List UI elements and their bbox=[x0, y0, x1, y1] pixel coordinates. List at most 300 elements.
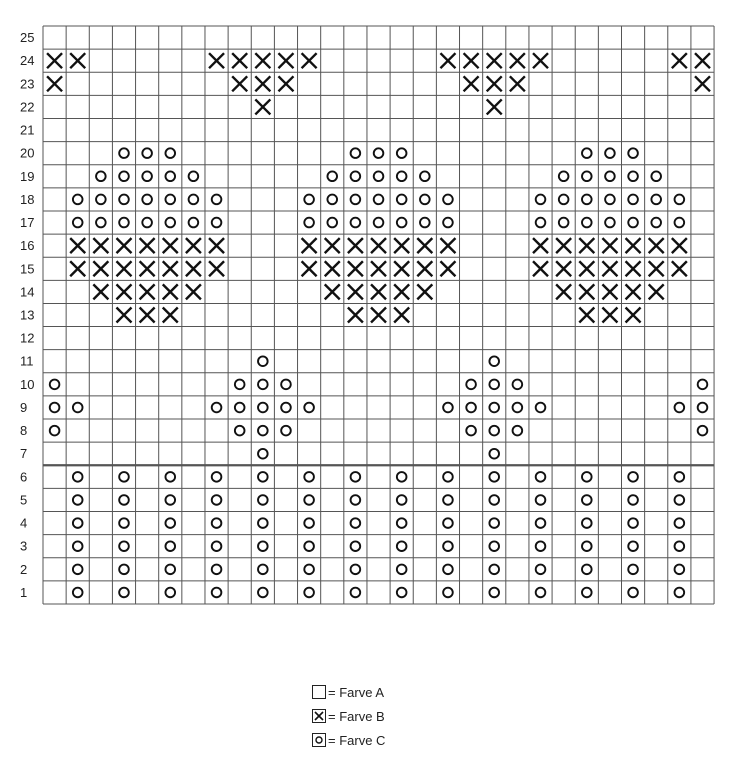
circle-mark bbox=[675, 565, 685, 575]
circle-mark bbox=[304, 541, 314, 551]
circle-mark bbox=[397, 541, 407, 551]
circle-mark bbox=[212, 518, 222, 528]
circle-mark bbox=[73, 472, 83, 482]
circle-mark bbox=[351, 541, 361, 551]
circle-mark bbox=[536, 195, 546, 205]
cross-mark bbox=[626, 284, 641, 299]
cross-mark bbox=[417, 261, 432, 276]
circle-mark bbox=[374, 195, 384, 205]
cross-mark bbox=[232, 76, 247, 91]
circle-mark bbox=[351, 171, 361, 181]
cross-mark bbox=[602, 308, 617, 323]
cross-mark bbox=[47, 53, 62, 68]
cross-mark bbox=[371, 238, 386, 253]
circle-mark bbox=[489, 518, 499, 528]
circle-mark bbox=[351, 518, 361, 528]
circle-mark bbox=[466, 426, 476, 436]
circle-mark bbox=[96, 195, 106, 205]
cross-mark bbox=[695, 53, 710, 68]
cross-mark bbox=[163, 284, 178, 299]
circle-mark bbox=[628, 518, 638, 528]
circle-mark bbox=[327, 218, 337, 228]
row-label: 1 bbox=[20, 584, 28, 600]
cross-mark bbox=[348, 261, 363, 276]
cross-mark bbox=[649, 238, 664, 253]
circle-mark bbox=[351, 588, 361, 598]
circle-mark bbox=[420, 218, 430, 228]
circle-mark bbox=[559, 218, 569, 228]
cross-mark bbox=[487, 76, 502, 91]
circle-mark bbox=[212, 495, 222, 505]
circle-mark bbox=[73, 403, 83, 413]
cross-mark bbox=[626, 261, 641, 276]
circle-mark bbox=[304, 403, 314, 413]
circle-mark bbox=[536, 403, 546, 413]
row-label: 24 bbox=[20, 53, 35, 69]
circle-mark bbox=[397, 565, 407, 575]
circle-mark bbox=[397, 148, 407, 158]
circle-mark bbox=[119, 541, 129, 551]
circle-mark bbox=[351, 495, 361, 505]
cross-mark bbox=[348, 238, 363, 253]
circle-mark bbox=[397, 195, 407, 205]
cross-mark bbox=[163, 261, 178, 276]
circle-mark bbox=[73, 565, 83, 575]
row-label: 10 bbox=[20, 376, 35, 392]
circle-mark bbox=[675, 588, 685, 598]
circle-mark bbox=[304, 495, 314, 505]
circle-mark bbox=[258, 403, 268, 413]
row-label: 11 bbox=[20, 353, 34, 369]
row-label: 4 bbox=[20, 515, 28, 531]
circle-mark bbox=[258, 356, 268, 366]
circle-mark bbox=[351, 195, 361, 205]
cross-mark bbox=[255, 99, 270, 114]
circle-mark bbox=[536, 495, 546, 505]
cross-mark bbox=[209, 53, 224, 68]
circle-mark bbox=[628, 472, 638, 482]
circle-mark bbox=[50, 380, 60, 390]
circle-mark bbox=[443, 403, 453, 413]
cross-mark bbox=[93, 238, 108, 253]
circle-mark bbox=[489, 472, 499, 482]
chart-marks bbox=[47, 53, 710, 597]
circle-mark bbox=[651, 218, 661, 228]
circle-mark bbox=[119, 218, 129, 228]
row-label: 8 bbox=[20, 423, 28, 439]
circle-mark bbox=[397, 171, 407, 181]
row-label: 3 bbox=[20, 538, 28, 554]
cross-mark bbox=[464, 76, 479, 91]
cross-mark bbox=[186, 238, 201, 253]
circle-mark bbox=[258, 588, 268, 598]
circle-mark bbox=[582, 171, 592, 181]
circle-mark bbox=[536, 472, 546, 482]
row-label: 7 bbox=[20, 446, 28, 462]
circle-mark bbox=[675, 518, 685, 528]
cross-mark bbox=[70, 261, 85, 276]
circle-mark bbox=[258, 449, 268, 459]
legend-item-farve-c bbox=[312, 728, 512, 752]
cross-mark bbox=[394, 261, 409, 276]
circle-mark bbox=[119, 565, 129, 575]
circle-mark bbox=[327, 195, 337, 205]
cross-mark bbox=[163, 308, 178, 323]
row-label: 22 bbox=[20, 99, 35, 115]
cross-mark bbox=[348, 308, 363, 323]
circle-mark bbox=[165, 495, 175, 505]
circle-mark bbox=[281, 403, 291, 413]
cross-mark bbox=[394, 284, 409, 299]
legend-label-farve-a: = Farve A bbox=[328, 684, 384, 700]
cross-mark bbox=[93, 261, 108, 276]
circle-mark bbox=[165, 565, 175, 575]
cross-mark bbox=[116, 238, 131, 253]
cross-mark bbox=[302, 261, 317, 276]
circle-mark bbox=[582, 565, 592, 575]
circle-mark bbox=[443, 195, 453, 205]
cross-mark bbox=[626, 238, 641, 253]
row-label: 25 bbox=[20, 30, 35, 46]
circle-mark bbox=[605, 171, 615, 181]
circle-mark bbox=[119, 171, 129, 181]
cross-mark bbox=[394, 308, 409, 323]
circle-mark bbox=[165, 588, 175, 598]
cross-mark bbox=[602, 284, 617, 299]
cross-mark bbox=[140, 308, 155, 323]
circle-mark bbox=[119, 495, 129, 505]
circle-mark bbox=[651, 195, 661, 205]
row-label: 16 bbox=[20, 238, 35, 254]
circle-mark bbox=[536, 541, 546, 551]
circle-mark bbox=[397, 495, 407, 505]
legend-label-farve-c: = Farve C bbox=[328, 732, 386, 748]
circle-mark bbox=[536, 588, 546, 598]
circle-mark bbox=[258, 565, 268, 575]
cross-mark bbox=[602, 261, 617, 276]
circle-mark bbox=[351, 472, 361, 482]
cross-mark bbox=[510, 53, 525, 68]
circle-mark bbox=[443, 588, 453, 598]
cross-mark bbox=[510, 76, 525, 91]
empty-square-icon bbox=[312, 685, 326, 699]
circle-mark bbox=[351, 218, 361, 228]
circle-mark bbox=[73, 195, 83, 205]
circle-square-icon bbox=[312, 733, 326, 747]
circle-mark bbox=[258, 518, 268, 528]
circle-mark bbox=[675, 472, 685, 482]
circle-mark bbox=[212, 541, 222, 551]
circle-mark bbox=[304, 218, 314, 228]
row-label: 15 bbox=[20, 261, 35, 277]
cross-mark bbox=[325, 284, 340, 299]
cross-mark bbox=[695, 76, 710, 91]
cross-mark bbox=[255, 53, 270, 68]
circle-mark bbox=[489, 588, 499, 598]
circle-mark bbox=[675, 403, 685, 413]
circle-mark bbox=[281, 426, 291, 436]
cross-mark bbox=[602, 238, 617, 253]
cross-mark bbox=[348, 284, 363, 299]
cross-mark bbox=[487, 99, 502, 114]
circle-mark bbox=[165, 171, 175, 181]
cross-mark bbox=[579, 308, 594, 323]
cross-mark bbox=[556, 284, 571, 299]
circle-mark bbox=[119, 195, 129, 205]
cross-mark bbox=[302, 238, 317, 253]
circle-mark bbox=[675, 495, 685, 505]
cross-mark bbox=[116, 284, 131, 299]
circle-mark bbox=[212, 565, 222, 575]
circle-mark bbox=[165, 148, 175, 158]
cross-mark bbox=[533, 53, 548, 68]
circle-mark bbox=[582, 541, 592, 551]
circle-mark bbox=[513, 426, 523, 436]
cross-mark bbox=[325, 238, 340, 253]
cross-mark bbox=[371, 261, 386, 276]
circle-mark bbox=[489, 426, 499, 436]
circle-mark bbox=[628, 495, 638, 505]
cross-mark bbox=[672, 53, 687, 68]
circle-mark bbox=[489, 449, 499, 459]
cross-mark bbox=[672, 238, 687, 253]
circle-mark bbox=[119, 148, 129, 158]
cross-mark bbox=[140, 261, 155, 276]
circle-mark bbox=[466, 403, 476, 413]
circle-mark bbox=[582, 472, 592, 482]
cross-mark bbox=[417, 238, 432, 253]
circle-mark bbox=[698, 426, 708, 436]
circle-mark bbox=[258, 380, 268, 390]
circle-mark bbox=[304, 195, 314, 205]
cross-mark bbox=[440, 261, 455, 276]
cross-mark bbox=[394, 238, 409, 253]
circle-mark bbox=[628, 541, 638, 551]
circle-mark bbox=[258, 541, 268, 551]
cross-mark bbox=[209, 238, 224, 253]
circle-mark bbox=[304, 518, 314, 528]
cross-mark bbox=[579, 284, 594, 299]
circle-mark bbox=[489, 356, 499, 366]
circle-mark bbox=[675, 218, 685, 228]
cross-mark bbox=[579, 261, 594, 276]
cross-mark bbox=[232, 53, 247, 68]
legend bbox=[312, 680, 512, 752]
row-label: 14 bbox=[20, 284, 35, 300]
circle-mark bbox=[582, 495, 592, 505]
circle-mark bbox=[628, 195, 638, 205]
circle-mark bbox=[559, 171, 569, 181]
circle-mark bbox=[235, 403, 245, 413]
cross-mark bbox=[533, 238, 548, 253]
circle-mark bbox=[374, 218, 384, 228]
circle-mark bbox=[443, 565, 453, 575]
cross-mark bbox=[371, 308, 386, 323]
circle-mark bbox=[489, 403, 499, 413]
circle-mark bbox=[119, 472, 129, 482]
circle-mark bbox=[142, 148, 152, 158]
circle-mark bbox=[119, 588, 129, 598]
row-label: 17 bbox=[20, 215, 35, 231]
cross-mark bbox=[417, 284, 432, 299]
circle-mark bbox=[96, 218, 106, 228]
cross-mark bbox=[579, 238, 594, 253]
circle-mark bbox=[605, 195, 615, 205]
cross-mark bbox=[556, 261, 571, 276]
circle-mark bbox=[489, 541, 499, 551]
cross-mark bbox=[116, 308, 131, 323]
circle-mark bbox=[212, 403, 222, 413]
cross-mark bbox=[325, 261, 340, 276]
circle-mark bbox=[212, 472, 222, 482]
circle-mark bbox=[397, 518, 407, 528]
circle-mark bbox=[443, 495, 453, 505]
cross-mark bbox=[209, 261, 224, 276]
circle-mark bbox=[559, 195, 569, 205]
circle-mark bbox=[443, 472, 453, 482]
row-label: 6 bbox=[20, 469, 28, 485]
circle-mark bbox=[420, 195, 430, 205]
cross-mark bbox=[371, 284, 386, 299]
circle-mark bbox=[189, 218, 199, 228]
circle-mark bbox=[73, 218, 83, 228]
row-label: 9 bbox=[20, 399, 28, 415]
circle-mark bbox=[351, 148, 361, 158]
cross-mark bbox=[93, 284, 108, 299]
circle-mark bbox=[628, 218, 638, 228]
legend-item-farve-b bbox=[312, 704, 512, 728]
circle-mark bbox=[142, 195, 152, 205]
circle-mark bbox=[119, 518, 129, 528]
cross-mark bbox=[163, 238, 178, 253]
circle-mark bbox=[675, 541, 685, 551]
cross-mark bbox=[186, 261, 201, 276]
circle-mark bbox=[50, 403, 60, 413]
circle-mark bbox=[628, 148, 638, 158]
cross-mark bbox=[278, 53, 293, 68]
circle-mark bbox=[536, 218, 546, 228]
circle-mark bbox=[513, 380, 523, 390]
circle-mark bbox=[536, 518, 546, 528]
legend-label-farve-b: = Farve B bbox=[328, 708, 385, 724]
circle-mark bbox=[142, 218, 152, 228]
circle-mark bbox=[235, 426, 245, 436]
row-label: 13 bbox=[20, 307, 35, 323]
cross-mark bbox=[116, 261, 131, 276]
circle-mark bbox=[605, 148, 615, 158]
cross-mark bbox=[672, 261, 687, 276]
circle-mark bbox=[73, 588, 83, 598]
circle-mark bbox=[165, 518, 175, 528]
cross-mark bbox=[487, 53, 502, 68]
circle-mark bbox=[50, 426, 60, 436]
circle-mark bbox=[582, 218, 592, 228]
cross-mark bbox=[440, 53, 455, 68]
row-label: 18 bbox=[20, 191, 35, 207]
circle-mark bbox=[165, 472, 175, 482]
row-label: 21 bbox=[20, 122, 35, 138]
circle-mark bbox=[513, 403, 523, 413]
circle-mark bbox=[397, 472, 407, 482]
circle-mark bbox=[281, 380, 291, 390]
cross-mark bbox=[70, 238, 85, 253]
cross-mark bbox=[140, 238, 155, 253]
circle-mark bbox=[582, 148, 592, 158]
cross-mark bbox=[278, 76, 293, 91]
circle-mark bbox=[73, 518, 83, 528]
row-label: 5 bbox=[20, 492, 28, 508]
circle-mark bbox=[489, 380, 499, 390]
circle-mark bbox=[374, 148, 384, 158]
circle-mark bbox=[605, 218, 615, 228]
circle-mark bbox=[73, 495, 83, 505]
circle-mark bbox=[466, 380, 476, 390]
circle-mark bbox=[536, 565, 546, 575]
circle-mark bbox=[304, 472, 314, 482]
row-label: 20 bbox=[20, 145, 35, 161]
cross-mark bbox=[255, 76, 270, 91]
circle-mark bbox=[212, 195, 222, 205]
cross-mark bbox=[649, 261, 664, 276]
row-label: 2 bbox=[20, 561, 28, 577]
row-label: 23 bbox=[20, 76, 35, 92]
cross-mark bbox=[626, 308, 641, 323]
circle-mark bbox=[235, 380, 245, 390]
circle-mark bbox=[443, 541, 453, 551]
circle-mark bbox=[698, 403, 708, 413]
cross-square-icon bbox=[312, 709, 326, 723]
circle-mark bbox=[489, 565, 499, 575]
circle-mark bbox=[96, 171, 106, 181]
circle-mark bbox=[258, 426, 268, 436]
circle-mark bbox=[189, 171, 199, 181]
circle-mark bbox=[397, 588, 407, 598]
circle-mark bbox=[651, 171, 661, 181]
circle-mark bbox=[374, 171, 384, 181]
circle-mark bbox=[327, 171, 337, 181]
circle-mark bbox=[582, 195, 592, 205]
circle-mark bbox=[165, 541, 175, 551]
circle-mark bbox=[258, 472, 268, 482]
row-label: 19 bbox=[20, 168, 35, 184]
circle-mark bbox=[628, 565, 638, 575]
circle-mark bbox=[212, 588, 222, 598]
circle-mark bbox=[489, 495, 499, 505]
cross-mark bbox=[464, 53, 479, 68]
row-labels bbox=[20, 30, 34, 600]
circle-mark bbox=[582, 518, 592, 528]
circle-mark bbox=[165, 195, 175, 205]
circle-mark bbox=[165, 218, 175, 228]
cross-mark bbox=[186, 284, 201, 299]
circle-mark bbox=[304, 565, 314, 575]
cross-mark bbox=[533, 261, 548, 276]
circle-mark bbox=[628, 588, 638, 598]
circle-mark bbox=[420, 171, 430, 181]
cross-mark bbox=[140, 284, 155, 299]
circle-mark bbox=[582, 588, 592, 598]
circle-mark bbox=[443, 218, 453, 228]
circle-mark bbox=[258, 495, 268, 505]
circle-mark bbox=[443, 518, 453, 528]
circle-mark bbox=[351, 565, 361, 575]
cross-mark bbox=[649, 284, 664, 299]
legend-item-farve-a bbox=[312, 680, 512, 704]
circle-mark bbox=[73, 541, 83, 551]
cross-mark bbox=[70, 53, 85, 68]
circle-mark bbox=[628, 171, 638, 181]
circle-mark bbox=[212, 218, 222, 228]
